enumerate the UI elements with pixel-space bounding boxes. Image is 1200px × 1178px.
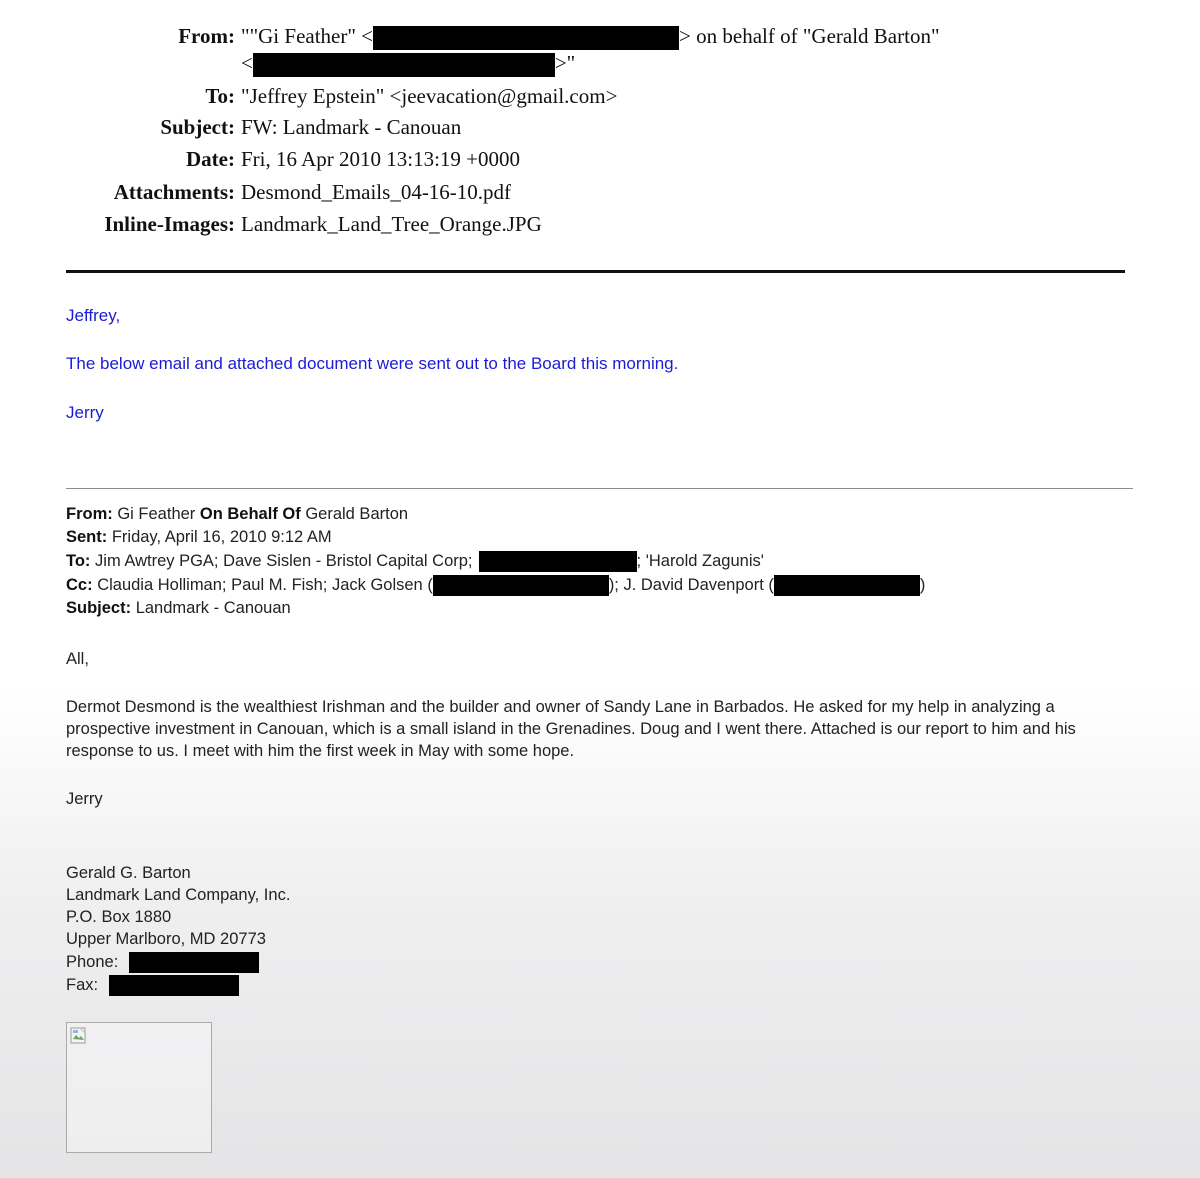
signature-phone-row — [66, 952, 259, 973]
fwd-sent-value: Friday, April 16, 2010 9:12 AM — [111, 528, 332, 546]
header-inline-value[interactable]: Landmark_Land_Tree_Orange.JPG — [241, 212, 542, 236]
header-from-label: From: — [178, 24, 235, 48]
fwd-cc-close: ) — [919, 575, 926, 594]
fwd-signoff: Jerry — [66, 790, 103, 808]
note-signoff: Jerry — [66, 403, 104, 422]
header-from-close: >" — [554, 51, 576, 75]
signature-po-box: P.O. Box 1880 — [66, 908, 172, 926]
header-to-value: "Jeffrey Epstein" <jeevacation@gmail.com> — [241, 84, 618, 108]
signature-phone-label: Phone: — [66, 952, 119, 971]
fwd-sent-label: Sent: — [66, 528, 108, 546]
fwd-salutation: All, — [66, 650, 89, 668]
inline-image-placeholder[interactable] — [66, 1022, 212, 1153]
fwd-subject-row — [66, 599, 291, 618]
fwd-cc-mid: ); J. David Davenport ( — [608, 575, 774, 594]
header-date-row — [0, 146, 1200, 172]
redaction-box — [774, 575, 920, 596]
signature-company: Landmark Land Company, Inc. — [66, 886, 291, 904]
signature-name: Gerald G. Barton — [66, 864, 191, 882]
fwd-behalf-name: Gerald Barton — [305, 505, 409, 523]
fwd-subject-value: Landmark - Canouan — [135, 599, 291, 617]
fwd-to-value: Jim Awtrey PGA; Dave Sislen - Bristol Capital Corp; — [95, 551, 473, 570]
note-greeting: Jeffrey, — [66, 306, 121, 325]
header-date-label: Date: — [186, 147, 235, 171]
fwd-cc-row — [66, 575, 925, 596]
fwd-sent-row — [66, 528, 332, 547]
redaction-box — [109, 975, 239, 996]
header-attachments-label: Attachments: — [113, 180, 235, 204]
redaction-box — [373, 26, 679, 50]
header-date-value: Fri, 16 Apr 2010 13:13:19 +0000 — [241, 147, 521, 171]
redaction-box — [129, 952, 259, 973]
fwd-cc-label: Cc: — [66, 575, 93, 594]
fwd-from-label: From: — [66, 505, 113, 523]
fwd-cc-value: Claudia Holliman; Paul M. Fish; Jack Golsen ( — [97, 575, 433, 594]
header-from-prefix: ""Gi Feather" < — [241, 24, 374, 48]
broken-image-icon — [70, 1027, 88, 1045]
signature-city: Upper Marlboro, MD 20773 — [66, 930, 266, 948]
header-from-behalf: > on behalf of "Gerald Barton" — [679, 24, 940, 48]
fwd-to-row — [66, 551, 764, 572]
header-subject-row — [0, 114, 1200, 140]
forward-divider — [66, 488, 1133, 489]
header-subject-label: Subject: — [160, 115, 235, 139]
fwd-from-name: Gi Feather — [117, 505, 196, 523]
fwd-to-label: To: — [66, 551, 91, 570]
header-to-row — [0, 83, 1200, 109]
header-to-label: To: — [205, 84, 235, 108]
header-divider — [66, 270, 1125, 273]
fwd-behalf-label: On Behalf Of — [199, 505, 301, 523]
signature-fax-row — [66, 975, 239, 996]
fwd-from-row — [66, 505, 408, 524]
signature-fax-label: Fax: — [66, 975, 99, 994]
redaction-box — [479, 551, 637, 572]
header-attachments-row — [0, 179, 1200, 205]
redaction-box — [253, 53, 555, 77]
redaction-box — [433, 575, 609, 596]
header-from-row — [0, 23, 1200, 49]
header-from-open: < — [241, 51, 253, 75]
fwd-subject-label: Subject: — [66, 599, 132, 617]
fwd-to-tail: ; 'Harold Zagunis' — [636, 551, 764, 570]
note-message: The below email and attached document were sent out to the Board this morning. — [66, 354, 679, 373]
header-subject-value: FW: Landmark - Canouan — [241, 115, 462, 139]
header-inline-label: Inline-Images: — [104, 212, 235, 236]
header-inline-row — [0, 211, 1200, 237]
header-attachments-value[interactable]: Desmond_Emails_04-16-10.pdf — [241, 180, 512, 204]
header-from-row-2 — [0, 50, 1200, 76]
fwd-body-paragraph: Dermot Desmond is the wealthiest Irishman and the builder and owner of Sandy Lane in Barbados. He asked for my help in analyzing a prospective investment in Canouan, which is a small island in the Grenadines. Doug and I went there. Attached is our report to him and his response to us. I meet with him the first week in May with some hope. — [66, 698, 1076, 760]
